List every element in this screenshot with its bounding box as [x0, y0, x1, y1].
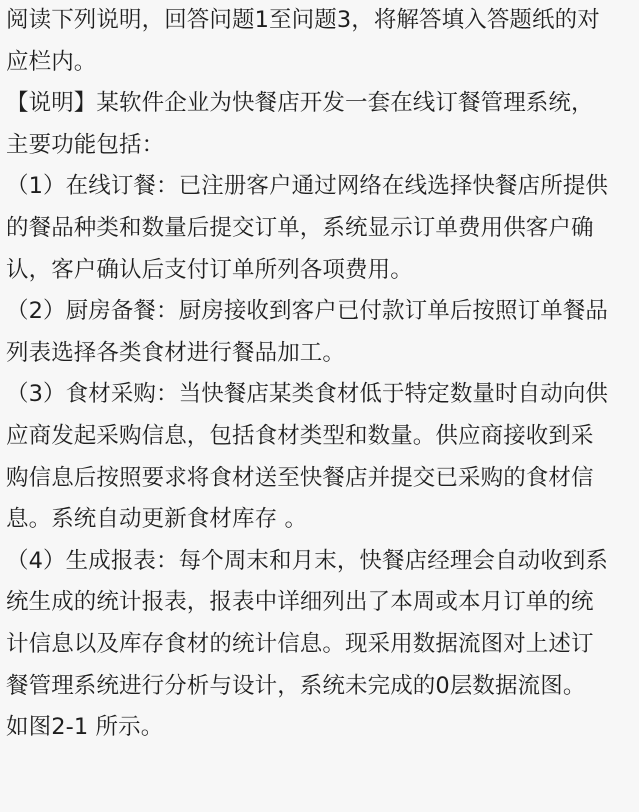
text-line: 餐管理系统进行分析与设计，系统未完成的0层数据流图。 [6, 672, 586, 699]
text-line: 阅读下列说明，回答问题1至问题3，将解答填入答题纸的对 [6, 7, 600, 33]
text-line: 计信息以及库存食材的统计信息。现采用数据流图对上述订 [6, 630, 594, 657]
text-line: 应商发起采购信息，包括食材类型和数量。供应商接收到采 [6, 422, 594, 449]
text-line: 【说明】某软件企业为快餐店开发一套在线订餐管理系统， [6, 90, 594, 117]
text-line: 应栏内。 [6, 48, 97, 75]
text-line: 息。系统自动更新食材库存 。 [6, 506, 308, 533]
text-line: 主要功能包括： [6, 131, 165, 158]
text-line: （3）食材采购：当快餐店某类食材低于特定数量时自动向供 [6, 381, 609, 408]
text-line: （2）厨房备餐：厨房接收到客户已付款订单后按照订单餐品 [6, 298, 609, 325]
text-line: 购信息后按照要求将食材送至快餐店并提交已采购的食材信 [6, 464, 594, 491]
text-line: 的餐品种类和数量后提交订单，系统显示订单费用供客户确 [6, 214, 594, 241]
text-line: 列表选择各类食材进行餐品加工。 [6, 339, 346, 366]
text-line: 认，客户确认后支付订单所列各项费用。 [6, 256, 413, 283]
text-line: 统生成的统计报表，报表中详细列出了本周或本月订单的统 [6, 589, 594, 616]
text-line: （4）生成报表：每个周末和月末，快餐店经理会自动收到系 [6, 547, 609, 574]
text-line: （1）在线订餐：已注册客户通过网络在线选择快餐店所提供 [6, 173, 609, 200]
text-line: 如图2-1 所示。 [6, 714, 164, 741]
question-text [6, 0, 636, 749]
